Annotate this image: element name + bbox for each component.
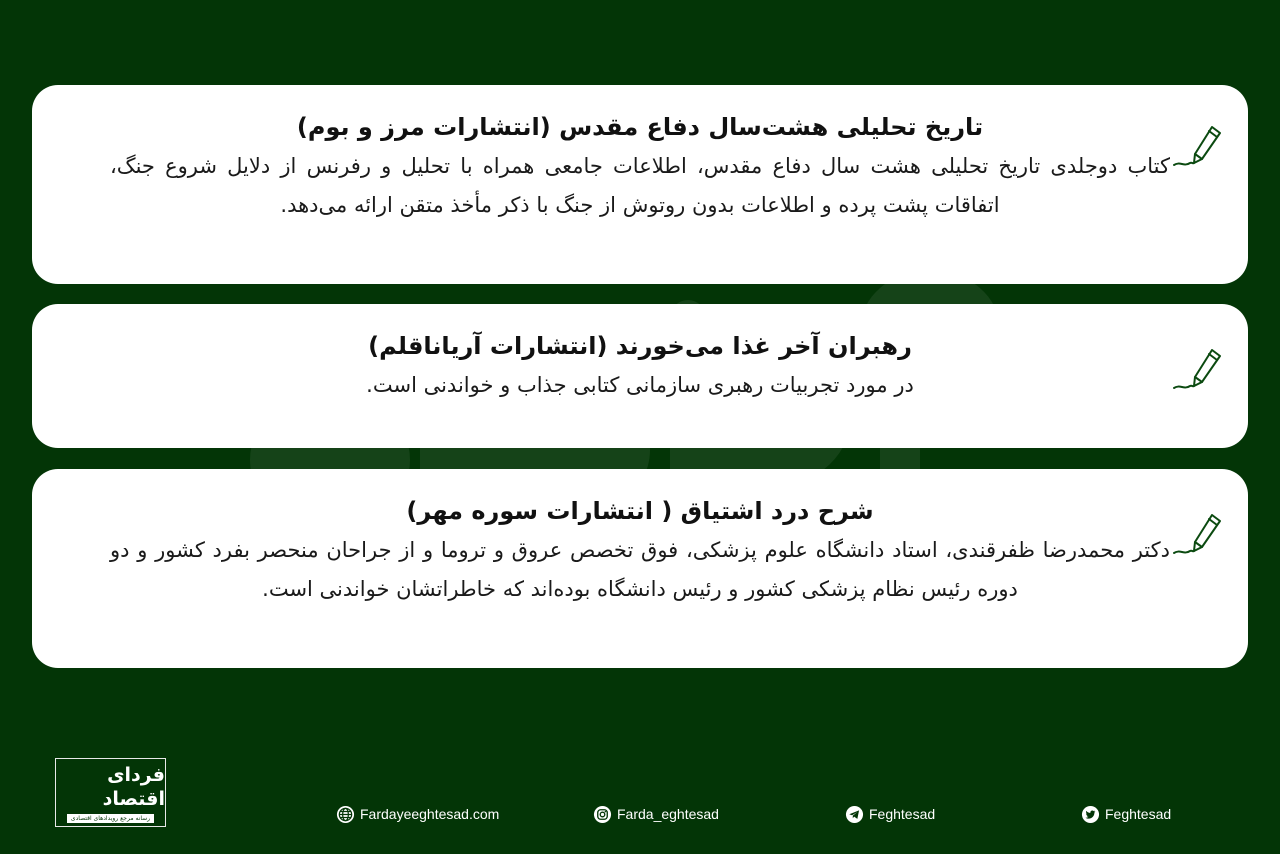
instagram-label: Farda_eghtesad [617,806,719,822]
twitter-icon [1081,805,1100,824]
website-link[interactable] [336,803,499,825]
telegram-icon [845,805,864,824]
pen-icon [1172,509,1228,565]
pen-icon [1172,121,1228,177]
book-card-2 [32,304,1248,448]
logo-name: فردای اقتصاد [102,763,165,810]
book-card-1 [32,85,1248,284]
brand-logo [55,758,166,827]
book-card-3 [32,469,1248,668]
logo-tagline: رسانه مرجع رویدادهای اقتصادی [67,814,154,823]
instagram-link[interactable] [593,803,719,825]
instagram-icon [593,805,612,824]
telegram-label: Feghtesad [869,806,936,822]
book-description: کتاب دوجلدی تاریخ تحلیلی هشت سال دفاع مقدس، اطلاعات جامعی همراه با تحلیل و رفرنس از دلایل شروع جنگ، اتفاقات پشت پرده و اطلاعات بدون روتوش از جنگ با ذکر مأخذ متقن ارائه می‌دهد. [110,154,1170,217]
book-title: رهبران آخر غذا می‌خورند (انتشارات آریاناقلم) [368,332,912,360]
twitter-link[interactable] [1081,803,1171,825]
pen-icon [1172,344,1228,400]
website-label: Fardayeeghtesad.com [360,806,500,822]
telegram-link[interactable] [845,803,935,825]
globe-icon [336,805,355,824]
book-description: در مورد تجربیات رهبری سازمانی کتابی جذاب و خواندنی است. [366,373,914,397]
book-description: دکتر محمدرضا ظفرقندی، استاد دانشگاه علوم پزشکی، فوق تخصص عروق و تروما و از جراحان منحصر بفرد کشور و دو دوره رئیس نظام پزشکی کشور و رئیس دانشگاه بوده‌اند که خاطراتشان خواندنی است. [110,538,1170,601]
book-title: شرح درد اشتیاق ( انتشارات سوره مهر) [406,497,874,525]
twitter-label: Feghtesad [1105,806,1172,822]
book-title: تاریخ تحلیلی هشت‌سال دفاع مقدس (انتشارات مرز و بوم) [296,113,984,141]
